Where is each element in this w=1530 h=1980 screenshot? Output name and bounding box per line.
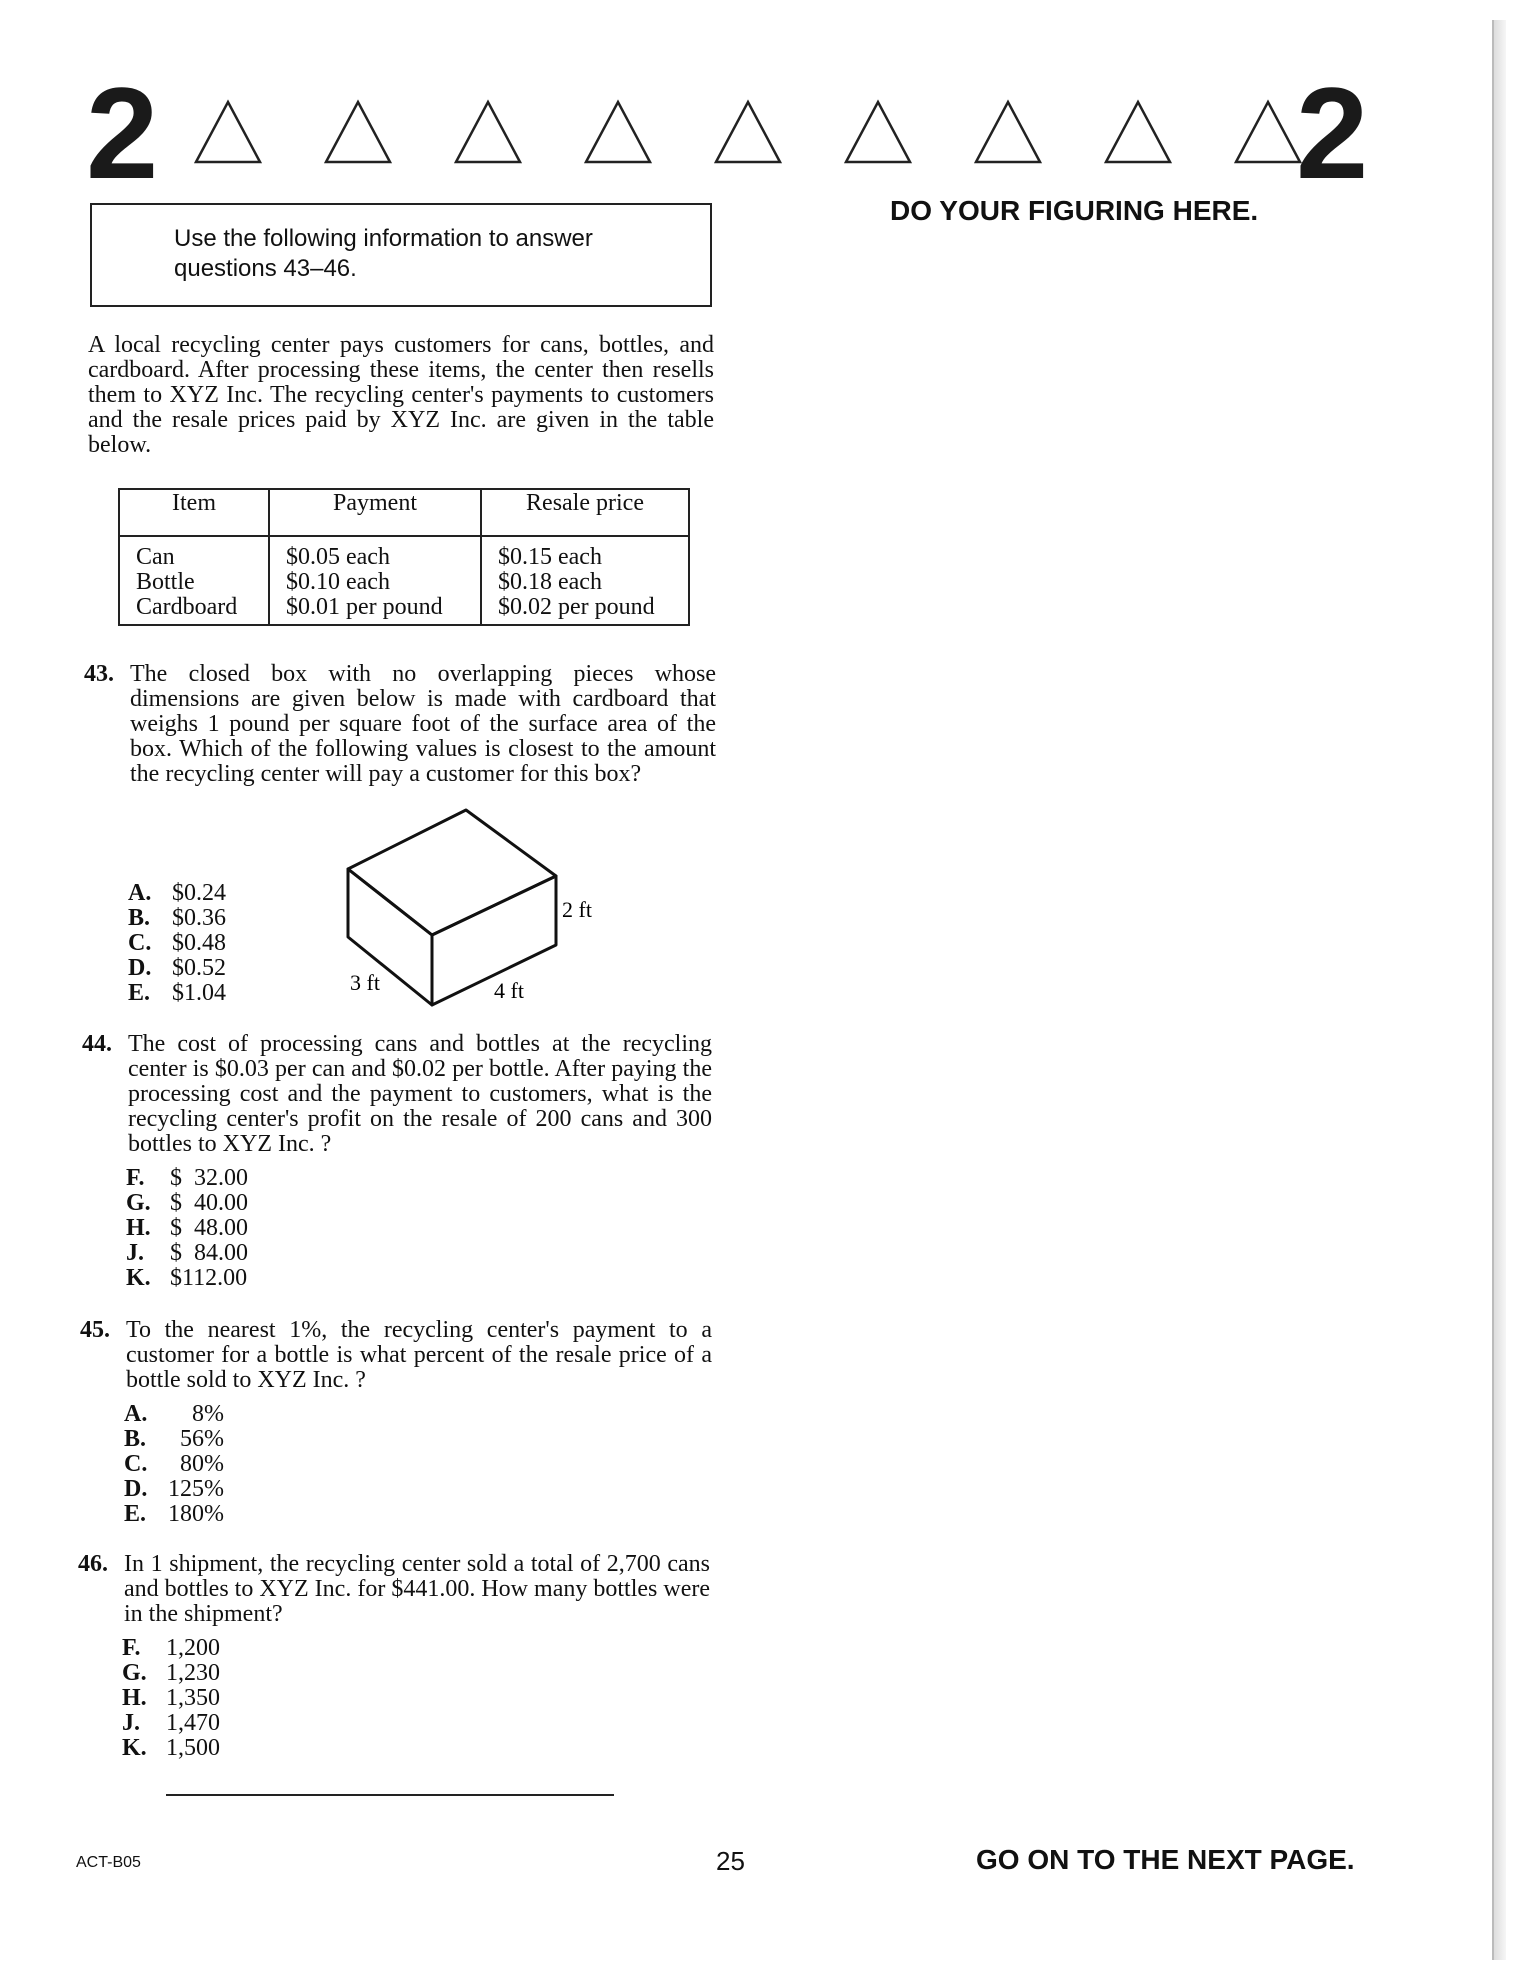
- triangle-outline-icon: [586, 102, 650, 162]
- page-number: 25: [716, 1846, 745, 1876]
- triangle-outline-icon: [1106, 102, 1170, 162]
- triangle-outline-icon: [326, 102, 390, 162]
- triangle-outline-icon: [846, 102, 910, 162]
- passage: A local recycling center pays customers for cans, bottles, and cardboard. After processing these items, the center then resells them to XYZ Inc. The recycling center's payments to customers and the resale prices paid by XYZ Inc. are given in the table below.: [88, 332, 714, 458]
- answer-choice[interactable]: G. $ 40.00: [126, 1190, 248, 1216]
- box-figure: [340, 805, 620, 1020]
- end-rule: [166, 1794, 614, 1796]
- page-edge: [1492, 20, 1506, 1960]
- question-stem: In 1 shipment, the recycling center sold a total of 2,700 cans and bottles to XYZ Inc. for $441.00. How many bottles were in the shipment?: [124, 1551, 710, 1627]
- answer-choice[interactable]: A. $0.24: [128, 880, 226, 906]
- choices-46: [122, 1636, 220, 1761]
- form-code: ACT-B05: [76, 1854, 141, 1871]
- question-stem: The closed box with no overlapping pieces whose dimensions are given below is made with cardboard that weighs 1 pound per square foot of the surface area of the box. Which of the following values is closest to the amount the recycling center will pay a customer for this box?: [130, 661, 716, 787]
- table-cell: $0.18 each: [498, 569, 602, 595]
- answer-choice[interactable]: H. $ 48.00: [126, 1215, 248, 1241]
- triangle-outline-icon: [196, 102, 260, 162]
- payment-cell: [269, 536, 481, 625]
- column-header-item: Item: [119, 489, 269, 536]
- answer-choice[interactable]: J. $ 84.00: [126, 1240, 248, 1266]
- answer-choice[interactable]: C. 80%: [124, 1451, 224, 1477]
- answer-choice[interactable]: J. 1,470: [122, 1710, 220, 1736]
- length-label: 4 ft: [494, 978, 524, 1003]
- section-number-left: 2: [86, 60, 159, 206]
- triangle-outline-icon: [716, 102, 780, 162]
- info-line-2: questions 43–46.: [174, 255, 357, 282]
- width-label: 3 ft: [350, 970, 380, 995]
- answer-choice[interactable]: E. 180%: [124, 1501, 224, 1527]
- section-number-right: 2: [1296, 60, 1369, 206]
- table-cell: $0.05 each: [286, 544, 390, 570]
- info-line-1: Use the following information to answer: [174, 225, 593, 252]
- question-number: 44.: [82, 1031, 112, 1057]
- answer-choice[interactable]: F. $ 32.00: [126, 1165, 248, 1191]
- table-cell: $0.02 per pound: [498, 594, 655, 620]
- question-number: 43.: [84, 661, 114, 687]
- answer-choice[interactable]: F. 1,200: [122, 1635, 220, 1661]
- table-body-row: [119, 536, 689, 625]
- answer-choice[interactable]: D. $0.52: [128, 955, 226, 981]
- choices-44: [126, 1166, 248, 1291]
- answer-choice[interactable]: C. $0.48: [128, 930, 226, 956]
- table-cell: Can: [136, 544, 175, 570]
- table-cell: Bottle: [136, 569, 195, 595]
- answer-choice[interactable]: G. 1,230: [122, 1660, 220, 1686]
- resale-cell: [481, 536, 689, 625]
- box-top-face: [348, 810, 556, 935]
- question-number: 46.: [78, 1551, 108, 1577]
- answer-choice[interactable]: K. 1,500: [122, 1735, 220, 1761]
- answer-choice[interactable]: A. 8%: [124, 1401, 224, 1427]
- triangle-outline-icon: [976, 102, 1040, 162]
- question-number: 45.: [80, 1317, 110, 1343]
- table-cell: Cardboard: [136, 594, 238, 620]
- answer-choice[interactable]: K. $112.00: [126, 1265, 248, 1291]
- answer-choice[interactable]: D. 125%: [124, 1476, 224, 1502]
- column-header-payment: Payment: [269, 489, 481, 536]
- triangle-outline-icon: [1236, 102, 1300, 162]
- question-stem: The cost of processing cans and bottles at the recycling center is $0.03 per can and $0.02 per bottle. After paying the processing cost and the payment to customers, what is the recycling center's profit on the resale of 200 cans and 300 bottles to XYZ Inc. ?: [128, 1031, 712, 1157]
- item-cell: [119, 536, 269, 625]
- table-cell: $0.15 each: [498, 544, 602, 570]
- answer-choice[interactable]: B. $0.36: [128, 905, 226, 931]
- answer-choice[interactable]: B. 56%: [124, 1426, 224, 1452]
- triangle-outline-icon: [456, 102, 520, 162]
- column-header-resale: Resale price: [481, 489, 689, 536]
- height-label: 2 ft: [562, 897, 592, 922]
- table-cell: $0.01 per pound: [286, 594, 443, 620]
- continue-note: GO ON TO THE NEXT PAGE.: [976, 1844, 1355, 1875]
- choices-45: [124, 1402, 224, 1527]
- figuring-note: DO YOUR FIGURING HERE.: [890, 195, 1259, 226]
- answer-choice[interactable]: E. $1.04: [128, 980, 226, 1006]
- table-cell: $0.10 each: [286, 569, 390, 595]
- answer-choice[interactable]: H. 1,350: [122, 1685, 220, 1711]
- info-box: [90, 203, 712, 307]
- choices-43: [128, 881, 226, 1006]
- table-header-row: [119, 489, 689, 536]
- price-table: [118, 488, 690, 626]
- question-stem: To the nearest 1%, the recycling center's payment to a customer for a bottle is what percent of the resale price of a bottle sold to XYZ Inc. ?: [126, 1317, 712, 1393]
